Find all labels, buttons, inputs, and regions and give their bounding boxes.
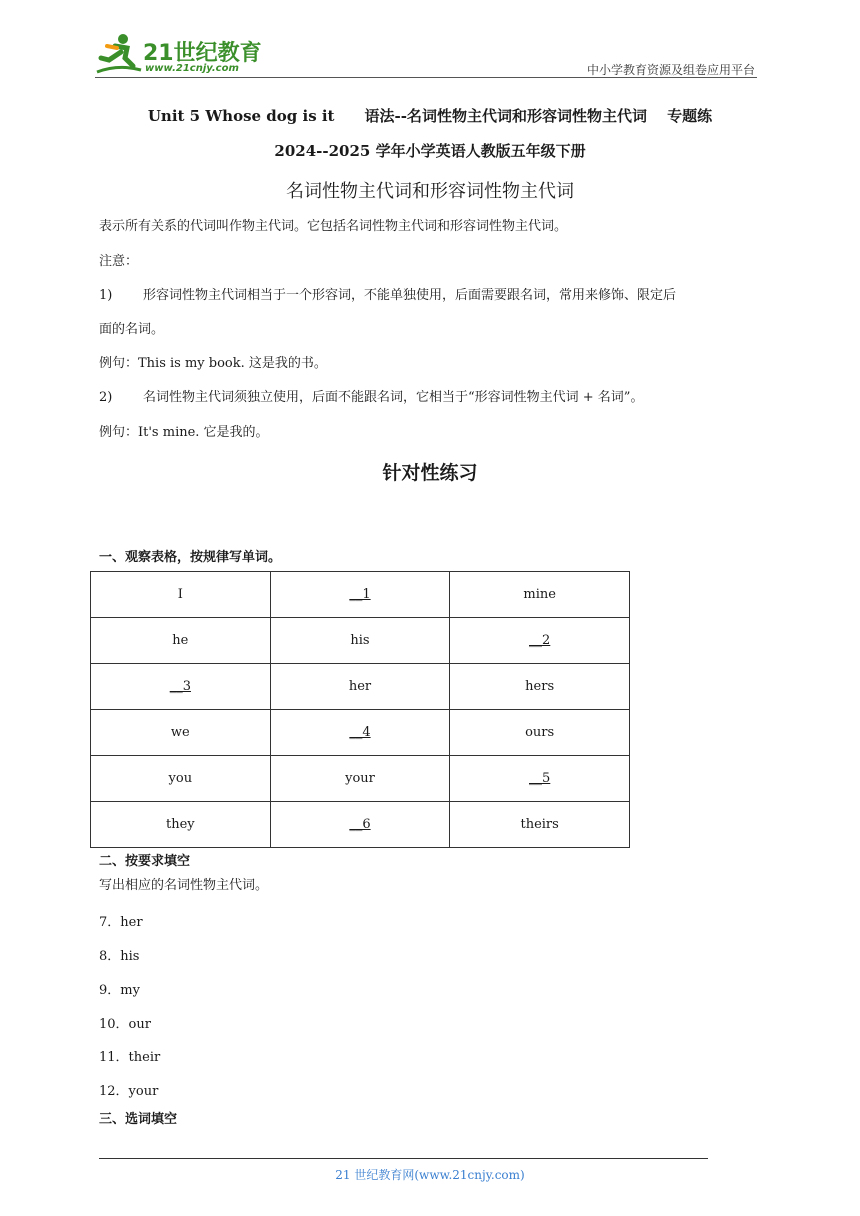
table-row (91, 664, 630, 710)
table-row (91, 802, 630, 848)
table-cell (91, 618, 271, 664)
table-cell (450, 572, 630, 618)
question-item: 9．my (99, 983, 140, 998)
blank-answer[interactable]: __2 (529, 633, 551, 648)
blank-answer[interactable]: __4 (349, 725, 371, 740)
table-cell (450, 710, 630, 756)
note-point-1 (99, 286, 676, 306)
table-cell (450, 664, 630, 710)
lesson-intro: 表示所有关系的代词叫作物主代词。它包括名词性物主代词和形容词性物主代词。 (99, 219, 568, 234)
cell-text: you (168, 771, 193, 786)
cell-text: mine (523, 587, 556, 602)
cell-text: we (170, 725, 190, 740)
note-label: 注意： (99, 254, 139, 269)
blank-answer[interactable]: __5 (529, 771, 551, 786)
table-cell (91, 756, 271, 802)
section-2-heading: 二、按要求填空 (99, 854, 191, 869)
cell-text: her (348, 679, 372, 694)
blank-answer[interactable]: __6 (349, 817, 371, 832)
table-cell (91, 664, 271, 710)
table-row (91, 710, 630, 756)
table-row (91, 572, 630, 618)
question-item: 8．his (99, 949, 140, 964)
table-row (91, 756, 630, 802)
table-cell (450, 618, 630, 664)
page-header (95, 30, 757, 78)
table-cell (91, 802, 271, 848)
table-cell (270, 664, 450, 710)
table-cell (450, 802, 630, 848)
note-point-2 (99, 388, 643, 408)
table-cell (450, 756, 630, 802)
header-tagline: 中小学教育资源及组卷应用平台 (586, 63, 755, 77)
table-cell (270, 710, 450, 756)
question-item: 10．our (99, 1017, 151, 1032)
note-point-2-number: 2) (99, 390, 113, 405)
cell-text: theirs (520, 817, 559, 832)
logo-text: 21世纪教育 (143, 41, 262, 66)
cell-text: I (177, 587, 183, 602)
note-point-1-text: 形容词性物主代词相当于一个形容词，不能单独使用，后面需要跟名词，常用来修饰、限定后 (143, 288, 677, 303)
pronoun-table (90, 571, 630, 848)
section-1-heading: 一、观察表格，按规律写单词。 (99, 550, 282, 565)
cell-text: your (345, 771, 375, 786)
example-1: 例句：This is my book. 这是我的书。 (99, 356, 327, 371)
table-cell (270, 756, 450, 802)
cell-text: his (350, 633, 370, 648)
table-cell (270, 572, 450, 618)
note-point-1-continued: 面的名词。 (99, 322, 165, 337)
note-point-1-number: 1) (99, 288, 113, 303)
lesson-heading: 名词性物主代词和形容词性物主代词 (286, 181, 574, 202)
section-2-instruction: 写出相应的名词性物主代词。 (99, 878, 269, 893)
footer-divider (99, 1158, 708, 1159)
document-title: Unit 5 Whose dog is it 语法--名词性物主代词和形容词性物主代词 专题练 (147, 107, 713, 125)
note-point-2-text: 名词性物主代词须独立使用，后面不能跟名词，它相当于“形容词性物主代词 + 名词”。 (143, 390, 644, 405)
logo (95, 30, 265, 78)
table-cell (270, 802, 450, 848)
table-row (91, 618, 630, 664)
cell-text: he (172, 633, 189, 648)
logo-url: www.21cnjy.com (145, 63, 239, 74)
cell-text: they (166, 817, 195, 832)
footer-link[interactable]: 21 世纪教育网(www.21cnjy.com) (335, 1168, 525, 1182)
question-item: 11．their (99, 1050, 161, 1065)
header-divider (95, 77, 757, 78)
table-cell (91, 710, 271, 756)
runner-logo-icon (95, 30, 143, 78)
table-cell (91, 572, 271, 618)
blank-answer[interactable]: __3 (169, 679, 191, 694)
question-item: 12．your (99, 1084, 159, 1099)
section-3-heading: 三、选词填空 (99, 1112, 178, 1127)
blank-answer[interactable]: __1 (349, 587, 371, 602)
example-2: 例句：It's mine. 它是我的。 (99, 425, 269, 440)
cell-text: hers (525, 679, 555, 694)
practice-heading: 针对性练习 (382, 462, 478, 484)
question-item: 7．her (99, 915, 143, 930)
document-subtitle: 2024--2025 学年小学英语人教版五年级下册 (274, 142, 586, 160)
table-cell (270, 618, 450, 664)
cell-text: ours (525, 725, 555, 740)
